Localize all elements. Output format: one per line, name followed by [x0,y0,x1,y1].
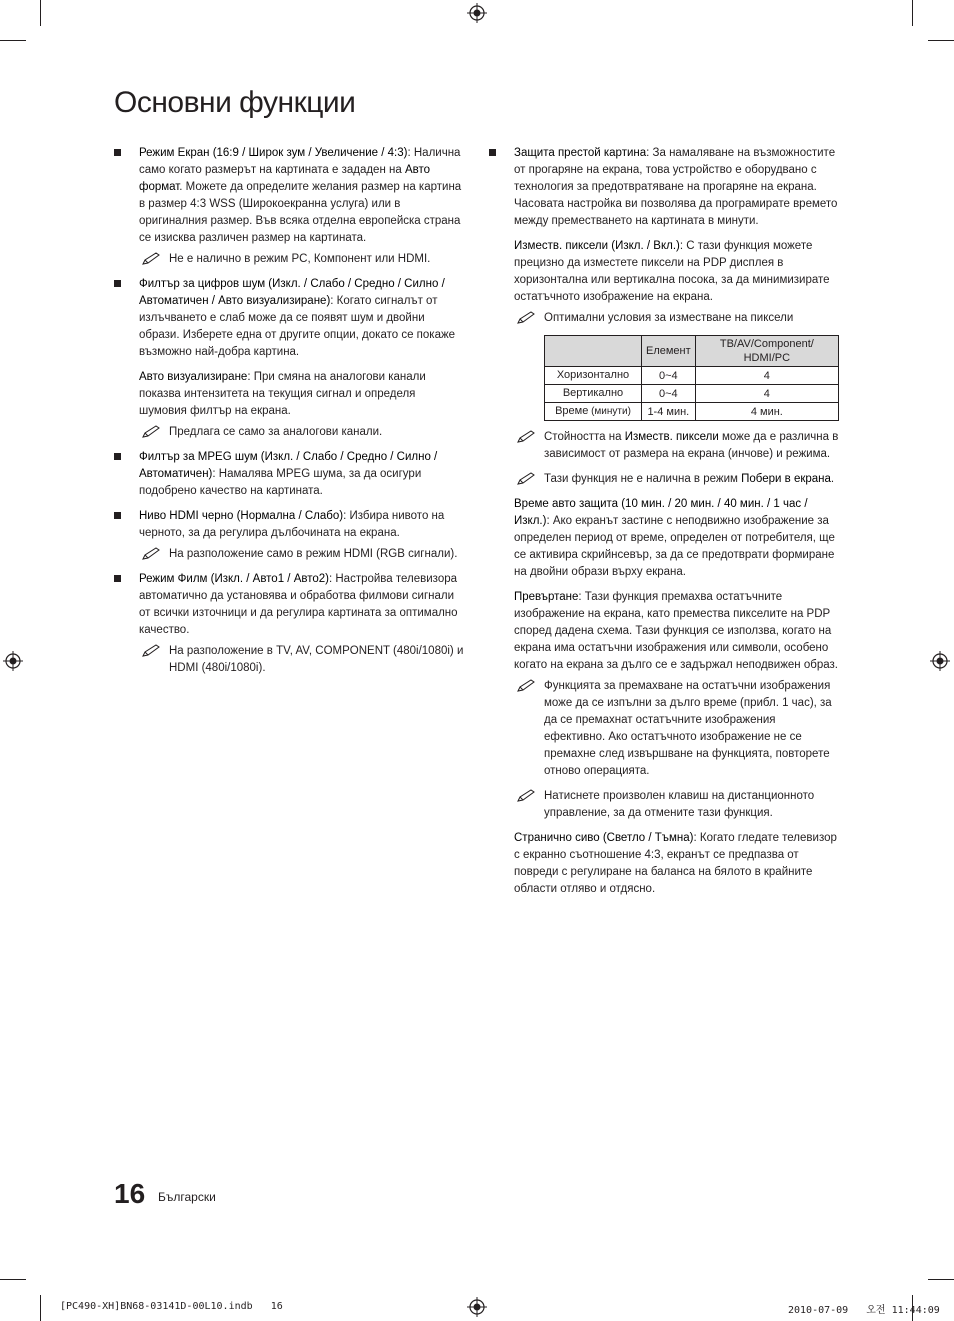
table-row [545,385,839,403]
option-name: Режим Филм (Изкл. / Авто1 / Авто2) [139,573,329,585]
note-text: Оптимални условия за изместване на пиксели [544,312,794,324]
registration-mark-icon [930,651,950,671]
list-item [489,145,839,898]
table-row-label [545,367,642,385]
note-pencil-icon [141,252,161,266]
option-name: Изместв. пиксели (Изкл. / Вкл.) [514,240,680,252]
note [514,788,839,822]
note-keyword: Побери в екрана [741,473,831,485]
list-item [114,145,466,268]
table-cell: 1-4 мин. [642,403,696,421]
option-text: : Ако екранът застине с неподвижно изображение за определен период от време, определен от потребителя, ще се активира скрийнсевър, за да се предотврати формиране на двойни образи върху екрана. [514,515,835,578]
list-item [114,449,466,500]
note [139,643,466,677]
option-text: : За намаляване на възможностите от прогаряне на екрана, това устройство е оборудвано с технология за предотвратяване на прогаряне на екрана. Часовата настройка ви позволява да програмирате времето между преместването на картината в минути. [514,147,838,227]
table-row-label [545,403,642,421]
option-text: : Тази функция премахва остатъчните изображение на екрана, като премества пикселите на PDP според дадена схема. Тази функция се използва, когато на екрана има остатъчни изображения или символи, особено когато на екрана за дълго се е задържал неподвижен образ. [514,591,838,671]
paragraph [139,145,466,247]
note [514,429,839,463]
crop-mark [40,1295,41,1321]
note-text: На разположение в TV, AV, COMPONENT (480i/1080i) и HDMI (480i/1080i). [169,645,464,674]
note-pencil-icon [141,425,161,439]
paragraph [139,369,466,420]
option-text: : Когато сигналът от излъчването е слаб може да се появят шум и двойни образи. Изберете една от другите опции, докато се покаже възможно най-добра картина. [139,295,456,358]
note-pencil-icon [516,679,536,693]
bullet-icon [114,512,121,519]
row-label: Хоризонтално [556,369,630,381]
option-text: : Избира нивото на черното, за да регулира дълбочината на екрана. [139,510,445,539]
table-row-label [545,385,642,403]
paragraph [139,508,466,542]
table-cell: 0~4 [642,385,696,403]
note [139,424,466,441]
page-language: Български [158,1190,216,1204]
table-row [545,367,839,385]
row-label: Вертикално [562,387,624,399]
paragraph [514,238,839,306]
option-name: Режим Екран (16:9 / Широк зум / Увеличение / 4:3) [139,147,408,159]
note-pencil-icon [516,789,536,803]
option-text: : Настройва телевизора автоматично да установява и обработва филмови сигнали от всички източници и да регулира картината за оптимално качество. [139,573,458,636]
table-cell: 4 мин. [695,403,838,421]
option-name: Защита престой картина [514,147,647,159]
list-item [114,571,466,677]
crop-mark [0,40,26,41]
note-text: Стойността на [544,431,625,443]
paragraph [514,589,839,674]
table-header-cell [545,336,642,367]
paragraph [139,276,466,361]
table-cell: 4 [695,367,838,385]
bullet-icon [114,149,121,156]
right-column [489,145,839,906]
table-header-cell: TB/AV/Component/ HDMI/PC [695,336,838,367]
crop-mark [928,40,954,41]
table-row [545,403,839,421]
registration-mark-icon [467,3,487,23]
bullet-icon [114,453,121,460]
note-keyword: Изместв. пиксели [624,431,719,443]
note-pencil-icon [141,547,161,561]
note [139,546,466,563]
option-name: Филтър за MPEG шум (Изкл. / Слабо / Средно / Силно / Автоматичен) [139,451,438,480]
note-text: Предлага се само за аналогови канали. [169,426,383,438]
option-text: . Можете да определите желания размер на картина в размер 4:3 WSS (Широкоекранна услуга) или в оригиналния размер. Във всяка отделна европейска страна се изисква различен размер на картината. [139,181,462,244]
option-text: : Когато гледате телевизор с екранно съотношение 4:3, екранът се предпазва от повреди с регулиране на баланса на бялото в крайните области отляво и отдясно. [514,832,837,895]
option-name: Превъртане [514,591,579,603]
note [514,310,839,327]
crop-mark [0,1279,26,1280]
print-slug-date: 2010-07-09 오전 11:44:09 [788,1305,940,1316]
option-text: : При смяна на аналогови канали показва интензитета на текущия сигнал и определя шумовия филтър на екрана. [139,371,426,417]
note-pencil-icon [516,472,536,486]
note-text: Натиснете произволен клавиш на дистанционното управление, за да отмените тази функция. [544,790,815,819]
page-number: 16 [114,1178,146,1209]
option-text: : Намалява MPEG шума, за да осигури подобрено качество на картината. [139,468,422,497]
note-pencil-icon [516,430,536,444]
bullet-icon [489,149,496,156]
row-label: Време [555,405,589,417]
note-text: Тази функция не е налична в режим [544,473,742,485]
option-name: Филтър за цифров шум (Изкл. / Слабо / Средно / Силно / Автоматичен / Авто визуализиране) [139,278,445,307]
print-slug-file: [PC490-XH]BN68-03141D-00L10.indb 16 [60,1301,283,1312]
option-name: Време авто защита (10 мин. / 20 мин. / 40 мин. / 1 час / Изкл.) [514,498,808,527]
crop-mark [40,0,41,26]
left-column [114,145,466,685]
paragraph [514,830,839,898]
table-header-row [545,336,839,367]
crop-mark [912,0,913,26]
note [514,678,839,780]
paragraph [139,449,466,500]
note-pencil-icon [516,311,536,325]
option-text: : Налична само когато размерът на картината е зададен на [139,147,461,176]
paragraph [514,496,839,581]
table-cell: 4 [695,385,838,403]
paragraph [139,571,466,639]
option-text: : С тази функция можете прецизно да изместете пиксели на PDP дисплея в хоризонтална или вертикална посока, за да минимизирате остатъчното изображение на екрана. [514,240,830,303]
option-name: Ниво HDMI черно (Нормална / Слабо) [139,510,344,522]
list-item [114,508,466,563]
bullet-icon [114,575,121,582]
note-pencil-icon [141,644,161,658]
table-cell: 0~4 [642,367,696,385]
registration-mark-icon [3,651,23,671]
paragraph [514,145,839,230]
option-keyword: Авто формат [139,164,430,193]
row-label-unit: (минути) [588,406,631,417]
note [514,471,839,488]
table-header-cell: Елемент [642,336,696,367]
note-text: Функцията за премахване на остатъчни изображения може да се изпълни за дълго време (прибл. 1 час), за да се премахнат остатъчните изображения ефективно. Ако остатъчното изображение не се премахне след извършване на функцията, повторете отново операцията. [544,680,832,777]
list-item [114,276,466,441]
page-title: Основни функции [114,86,356,119]
option-name: Авто визуализиране [139,371,248,383]
registration-mark-icon [467,1297,487,1317]
note-text: може да е различна в зависимост от размера на екрана (инчове) и режима. [544,431,839,460]
bullet-icon [114,280,121,287]
note-text: На разположение само в режим HDMI (RGB сигнали). [169,548,458,560]
note-text: Не е налично в режим PC, Компонент или HDMI. [169,253,431,265]
option-name: Странично сиво (Светло / Тъмна) [514,832,694,844]
pixel-shift-table [544,335,839,421]
crop-mark [928,1279,954,1280]
note-text: . [830,473,835,485]
note [139,251,466,268]
